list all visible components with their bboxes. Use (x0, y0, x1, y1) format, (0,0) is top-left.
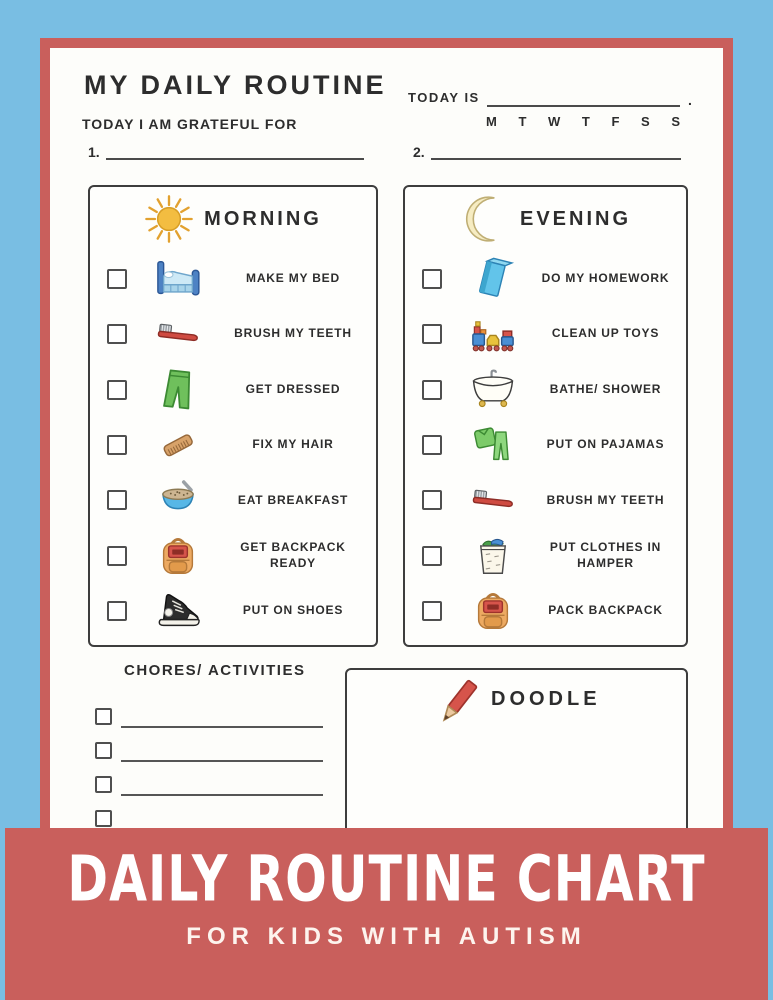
item-label: GET BACKPACK READY (240, 540, 346, 570)
weekday-label[interactable]: S (671, 114, 680, 129)
morning-items (90, 251, 376, 639)
checkbox[interactable] (422, 601, 442, 621)
today-date-line[interactable] (487, 89, 680, 107)
weekday-label[interactable]: F (611, 114, 620, 129)
doodle-title: DOODLE (491, 688, 601, 710)
checkbox[interactable] (422, 435, 442, 455)
checkbox[interactable] (95, 776, 112, 793)
line-number: 2. (413, 144, 425, 160)
chores-list (95, 694, 323, 830)
routine-item (90, 584, 376, 639)
hamper-icon (455, 533, 531, 579)
chores-title: CHORES/ ACTIVITIES (124, 662, 306, 679)
routine-item (90, 251, 376, 306)
pajamas-icon (455, 422, 531, 468)
write-line[interactable] (106, 144, 364, 160)
checkbox[interactable] (422, 490, 442, 510)
routine-item (90, 417, 376, 472)
pencil-icon (431, 676, 485, 730)
item-label: BRUSH MY TEETH (234, 326, 352, 341)
checkbox[interactable] (107, 601, 127, 621)
routine-item (405, 306, 686, 361)
checkbox[interactable] (107, 380, 127, 400)
chore-row (95, 796, 323, 830)
item-label: EAT BREAKFAST (237, 492, 349, 507)
checkbox[interactable] (107, 546, 127, 566)
bathtub-icon (455, 367, 531, 413)
sun-icon (144, 194, 194, 244)
item-label: PUT CLOTHES IN HAMPER (549, 540, 662, 570)
item-label: BATHE/ SHOWER (549, 381, 662, 396)
grateful-line-1 (88, 144, 364, 160)
morning-header (90, 187, 376, 251)
checkbox[interactable] (95, 810, 112, 827)
routine-item (90, 362, 376, 417)
evening-header (405, 187, 686, 251)
checkbox[interactable] (95, 742, 112, 759)
routine-item (90, 528, 376, 583)
backpack-icon (455, 588, 531, 634)
pants-icon (140, 367, 216, 413)
checkbox[interactable] (422, 546, 442, 566)
item-label: PUT ON PAJAMAS (546, 437, 665, 452)
routine-item (405, 473, 686, 528)
grateful-line-2 (413, 144, 681, 160)
routine-item (90, 473, 376, 528)
checkbox[interactable] (422, 324, 442, 344)
item-label: CLEAN UP TOYS (551, 326, 660, 341)
weekday-label[interactable]: T (581, 114, 590, 129)
backpack-icon (140, 533, 216, 579)
item-label: BRUSH MY TEETH (546, 492, 665, 507)
routine-item (405, 417, 686, 472)
routine-item (90, 306, 376, 361)
write-line[interactable] (121, 759, 323, 762)
morning-section (88, 185, 378, 647)
cover-subtitle: FOR KIDS WITH AUTISM (186, 923, 587, 950)
chore-row (95, 728, 323, 762)
routine-sheet (40, 38, 733, 870)
chore-row (95, 762, 323, 796)
write-line[interactable] (121, 793, 323, 796)
bed-icon (140, 256, 216, 302)
chore-row (95, 694, 323, 728)
checkbox[interactable] (95, 708, 112, 725)
evening-items (405, 251, 686, 639)
weekday-label[interactable]: M (486, 114, 497, 129)
item-label: PUT ON SHOES (242, 603, 344, 618)
moon-icon (460, 194, 510, 244)
checkbox[interactable] (422, 269, 442, 289)
routine-item (405, 362, 686, 417)
checkbox[interactable] (107, 435, 127, 455)
checkbox[interactable] (107, 269, 127, 289)
item-label: MAKE MY BED (246, 270, 340, 285)
section-title: MORNING (204, 207, 322, 230)
comb-icon (140, 422, 216, 468)
toothbrush-icon (455, 477, 531, 523)
checkbox[interactable] (107, 490, 127, 510)
weekday-label[interactable]: T (518, 114, 527, 129)
toy-train-icon (455, 311, 531, 357)
cover-banner (5, 828, 768, 1000)
weekday-row (486, 114, 680, 129)
item-label: PACK BACKPACK (548, 603, 663, 618)
checkbox[interactable] (422, 380, 442, 400)
checkbox[interactable] (107, 324, 127, 344)
weekday-label[interactable]: S (641, 114, 650, 129)
weekday-label[interactable]: W (548, 114, 561, 129)
page-title: MY DAILY ROUTINE (84, 70, 387, 100)
write-line[interactable] (431, 144, 681, 160)
routine-item (405, 584, 686, 639)
routine-item (405, 251, 686, 306)
section-title: EVENING (519, 207, 632, 230)
today-line-suffix: . (688, 92, 692, 108)
write-line[interactable] (121, 725, 323, 728)
item-label: FIX MY HAIR (252, 437, 334, 452)
today-is-label: TODAY IS (408, 90, 480, 105)
grateful-label: TODAY I AM GRATEFUL FOR (82, 116, 298, 132)
book-icon (455, 256, 531, 302)
toothbrush-icon (140, 311, 216, 357)
item-label: DO MY HOMEWORK (541, 270, 670, 285)
line-number: 1. (88, 144, 100, 160)
item-label: GET DRESSED (245, 381, 341, 396)
routine-item (405, 528, 686, 583)
sneaker-icon (140, 588, 216, 634)
cover-title: DAILY ROUTINE CHART (67, 842, 706, 917)
evening-section (403, 185, 688, 647)
cereal-bowl-icon (140, 477, 216, 523)
